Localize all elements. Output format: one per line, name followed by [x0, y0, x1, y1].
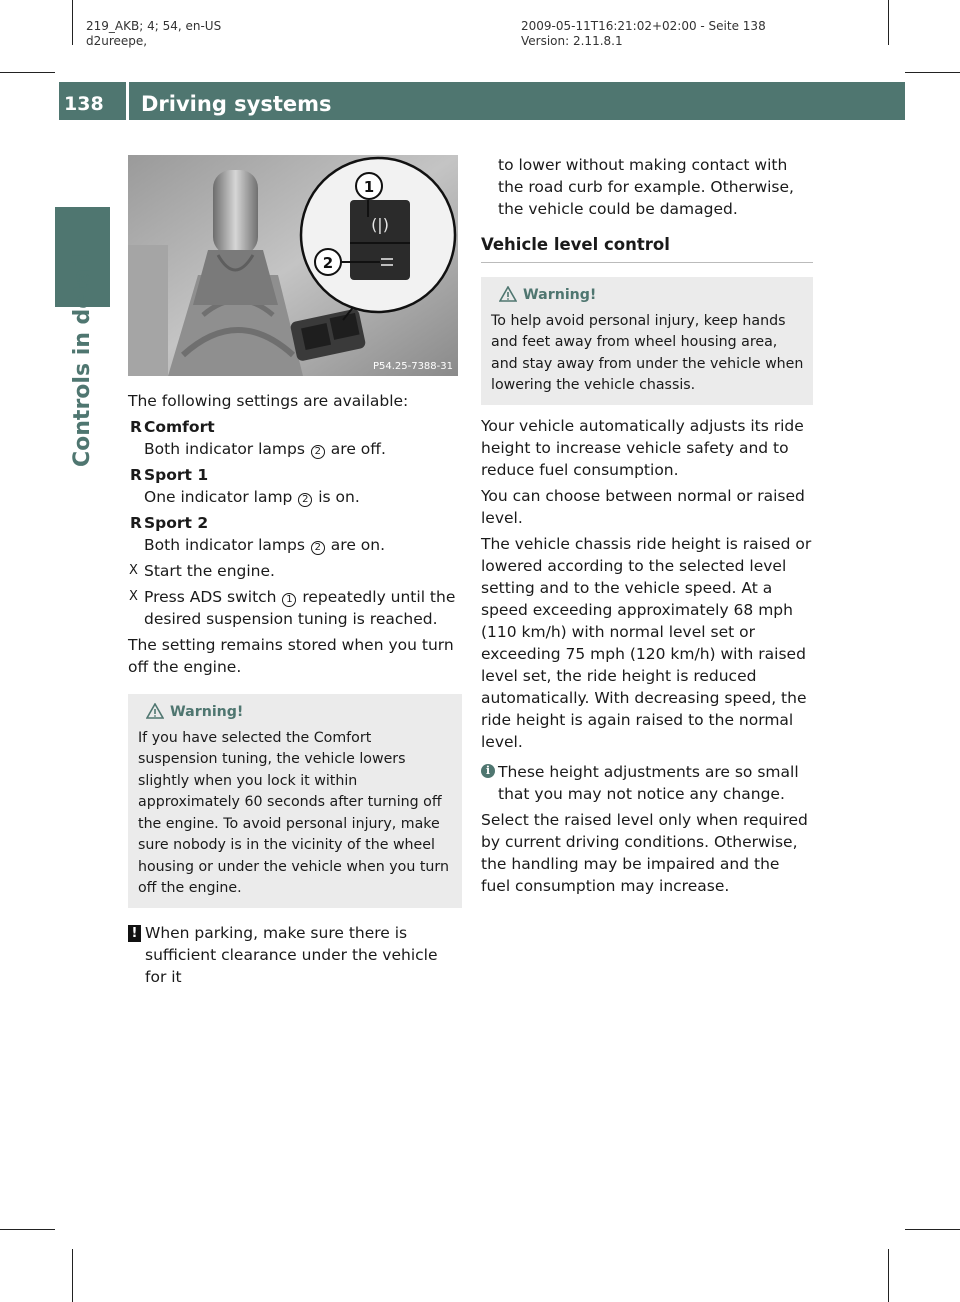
- info-text: These height adjustments are so small that you may not notice any change.: [498, 762, 799, 803]
- print-meta-right: [521, 19, 766, 49]
- warning-text: If you have selected the Comfort suspension tuning, the vehicle lowers slightly when you lock it within approximately 60 seconds after turning off the engine. To avoid personal injury, make sure nobody is in the vicinity of the wheel housing or under the vehicle when you turn off the engine.: [138, 729, 449, 896]
- bullet-mark: R: [130, 466, 142, 484]
- setting-comfort: [128, 416, 462, 460]
- warning-title: [138, 702, 454, 724]
- photo-code: P54.25-7388-31: [372, 361, 453, 372]
- setting-desc: [144, 536, 385, 554]
- svg-text:(|): (|): [371, 215, 389, 234]
- warning-title: [491, 285, 805, 307]
- callout-1-icon: 1: [282, 593, 296, 607]
- note-continuation: to lower without making contact with the road curb for example. Otherwise, the vehicle could be damaged.: [498, 156, 794, 218]
- warning-title-text: Warning!: [170, 704, 244, 720]
- callout-2-icon: 2: [298, 493, 312, 507]
- step-arrow-icon: X: [129, 589, 138, 604]
- print-meta-right-line2: Version: 2.11.8.1: [521, 34, 623, 48]
- note-text: When parking, make sure there is sufficient clearance under the vehicle for it: [145, 923, 438, 986]
- warning-triangle-icon: [146, 703, 164, 719]
- step-start-engine: [128, 560, 462, 582]
- setting-sport-1: [128, 464, 462, 508]
- setting-desc: [144, 488, 360, 506]
- left-column: [128, 390, 462, 988]
- page-title: Driving systems: [141, 92, 332, 116]
- warning-triangle-icon: [499, 286, 517, 302]
- setting-desc: [144, 440, 386, 458]
- setting-desc-text: One indicator lamp: [144, 488, 298, 506]
- callout-2-icon: 2: [311, 445, 325, 459]
- photo-illustration: [128, 155, 458, 376]
- setting-name: Comfort: [144, 418, 215, 436]
- warning-box-level: [481, 277, 813, 405]
- bullet-mark: R: [130, 514, 142, 532]
- step-text: repeatedly until the desired suspension tuning is reached.: [144, 588, 456, 628]
- setting-sport-2: [128, 512, 462, 556]
- callout-2-icon: 2: [311, 541, 325, 555]
- step-text: Press ADS switch: [144, 588, 282, 606]
- section-heading: Vehicle level control: [481, 234, 813, 263]
- step-press-ads: [128, 586, 462, 630]
- photo-callout-1: 1: [363, 178, 375, 196]
- header-divider: [126, 82, 129, 120]
- step-arrow-icon: X: [129, 563, 138, 578]
- setting-desc-text: are on.: [325, 536, 386, 554]
- print-meta-left-line1: 219_AKB; 4; 54, en-US: [86, 19, 222, 33]
- setting-desc-text: Both indicator lamps: [144, 536, 310, 554]
- page-number: 138: [64, 93, 104, 115]
- setting-desc-text: are off.: [325, 440, 386, 458]
- photo-callout-2: 2: [322, 254, 334, 272]
- print-meta-left-line2: d2ureepe,: [86, 34, 148, 48]
- paragraph: The vehicle chassis ride height is raised or lowered according to the selected level setting and to the vehicle speed. At a speed exceeding approximately 68 mph (110 km/h) with normal level set or exceeding 75 mph (120 km/h) with raised level set, the ride height is reduced automatically. With decreasing speed, the ride height is again raised to the normal level.: [481, 534, 812, 751]
- setting-desc-text: Both indicator lamps: [144, 440, 310, 458]
- warning-box-comfort: [128, 694, 462, 908]
- crop-mark: [888, 0, 889, 45]
- warning-text: To help avoid personal injury, keep hands and feet away from wheel housing area, and stay away from under the vehicle when lowering the vehicle chassis.: [491, 312, 804, 393]
- exclamation-icon: !: [128, 925, 141, 942]
- parking-note: [128, 922, 462, 988]
- info-icon: i: [481, 764, 495, 778]
- crop-mark: [888, 1249, 889, 1302]
- paragraph: Your vehicle automatically adjusts its ride height to increase vehicle safety and to reduce fuel consumption.: [481, 416, 804, 479]
- print-meta-right-line1: 2009-05-11T16:21:02+02:00 - Seite 138: [521, 19, 766, 33]
- paragraph: You can choose between normal or raised level.: [481, 486, 805, 527]
- crop-mark: [905, 72, 960, 73]
- crop-mark: [0, 72, 55, 73]
- setting-desc-text: is on.: [313, 488, 360, 506]
- crop-mark: [0, 1229, 55, 1230]
- crop-mark: [905, 1229, 960, 1230]
- paragraph: Select the raised level only when required by current driving conditions. Otherwise, the handling may be impaired and the fuel consumption may increase.: [481, 810, 808, 895]
- print-meta-left: [86, 19, 221, 49]
- ads-switch-photo: [128, 155, 458, 376]
- side-tab-text: Controls in detail: [70, 253, 95, 467]
- setting-name: Sport 2: [144, 514, 209, 532]
- bullet-mark: R: [130, 418, 142, 436]
- right-column: [481, 154, 813, 901]
- crop-mark: [72, 0, 73, 45]
- crop-mark: [72, 1249, 73, 1302]
- setting-name: Sport 1: [144, 466, 209, 484]
- info-note: [481, 761, 813, 805]
- stored-note: The setting remains stored when you turn off the engine.: [128, 636, 454, 676]
- settings-intro: The following settings are available:: [128, 392, 409, 410]
- warning-title-text: Warning!: [523, 287, 597, 303]
- step-text: Start the engine.: [144, 562, 275, 580]
